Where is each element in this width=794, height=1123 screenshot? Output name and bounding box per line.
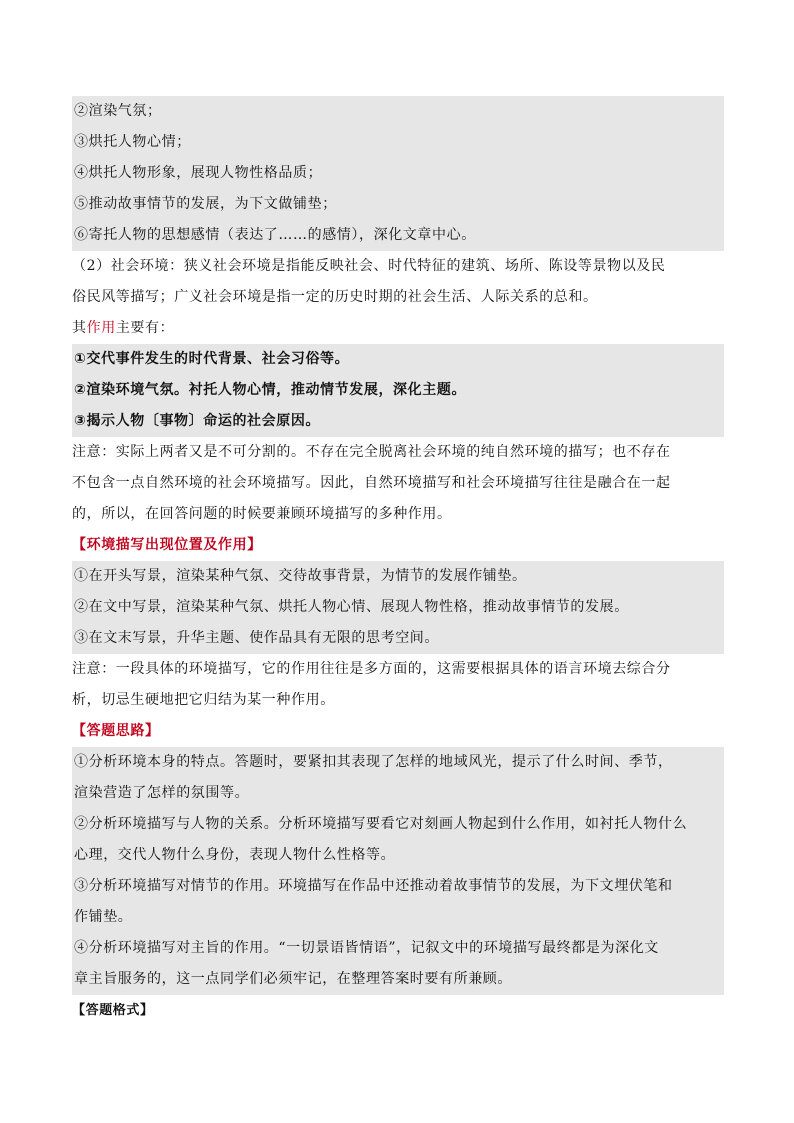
note1-line-2: 不包含一点自然环境的社会环境描写。因此，自然环境描写和社会环境描写往往是融合在一起 xyxy=(72,475,671,491)
approach-item-2-line-2: 心理，交代人物什么身份，表现人物什么性格等。 xyxy=(74,847,396,863)
social-effect-2: ②渲染环境气氛。衬托人物心情，推动情节发展，深化主题。 xyxy=(72,375,724,406)
effect-item-4: ④烘托人物形象，展现人物性格品质； xyxy=(72,158,724,189)
note1-line-3: 的，所以，在回答问题的时候要兼顾环境描写的多种作用。 xyxy=(72,506,452,522)
page-content xyxy=(72,96,724,1026)
effect-item-5: ⑤推动故事情节的发展，为下文做铺垫； xyxy=(72,189,724,220)
social-env-intro xyxy=(72,313,724,344)
social-env-line-2: 俗民风等描写；广义社会环境是指一定的历史时期的社会生活、人际关系的总和。 xyxy=(72,289,598,305)
effect-item-3: ③烘托人物心情； xyxy=(72,127,724,158)
position-item-1: ①在开头写景，渲染某种气氛、交待故事背景，为情节的发展作铺垫。 xyxy=(72,561,724,592)
effect-item-2: ②渲染气氛； xyxy=(72,96,724,127)
social-effect-3: ③揭示人物〔事物〕命运的社会原因。 xyxy=(72,406,724,437)
section-approach-title: 【答题思路】 xyxy=(72,723,160,739)
intro-suffix: 主要有： xyxy=(115,320,175,336)
approach-item-3-line-2: 作铺垫。 xyxy=(74,909,133,925)
intro-highlight: 作用 xyxy=(86,320,116,336)
approach-item-1-line-2: 渲染营造了怎样的氛围等。 xyxy=(74,785,250,801)
position-item-3: ③在文末写景，升华主题、使作品具有无限的思考空间。 xyxy=(72,623,724,654)
note2-line-2: 析，切忌生硬地把它归结为某一种作用。 xyxy=(72,692,335,708)
approach-item-2-line-1: ②分析环境描写与人物的关系。分析环境描写要看它对刻画人物起到什么作用，如衬托人物什么 xyxy=(74,816,688,832)
section-format-title: 【答题格式】 xyxy=(72,1003,154,1018)
note1-line-1: 注意：实际上两者又是不可分割的。不存在完全脱离社会环境的纯自然环境的描写；也不存在 xyxy=(72,444,671,460)
approach-item-4-line-2: 章主旨服务的，这一点同学们必须牢记，在整理答案时要有所兼顾。 xyxy=(74,971,512,987)
note2-line-1: 注意：一段具体的环境描写，它的作用往往是多方面的，这需要根据具体的语言环境去综合分 xyxy=(72,661,671,677)
approach-list xyxy=(72,747,724,995)
social-effect-1: ①交代事件发生的时代背景、社会习俗等。 xyxy=(72,344,724,375)
approach-item-4-line-1: ④分析环境描写对主旨的作用。“一切景语皆情语”，记叙文中的环境描写最终都是为深化文 xyxy=(74,940,659,956)
approach-item-3-line-1: ③分析环境描写对情节的作用。环境描写在作品中还推动着故事情节的发展，为下文埋伏笔和 xyxy=(74,878,673,894)
social-env-line-1: （2）社会环境：狭义社会环境是指能反映社会、时代特征的建筑、场所、陈设等景物以及民 xyxy=(72,258,666,274)
intro-prefix: 其 xyxy=(72,320,87,336)
section-position-title: 【环境描写出现位置及作用】 xyxy=(72,537,262,553)
approach-item-1-line-1: ①分析环境本身的特点。答题时，要紧扣其表现了怎样的地域风光，提示了什么时间、季节， xyxy=(74,754,673,770)
effect-item-6: ⑥寄托人物的思想感情（表达了……的感情），深化文章中心。 xyxy=(72,220,724,251)
position-item-2: ②在文中写景，渲染某种气氛、烘托人物心情、展现人物性格，推动故事情节的发展。 xyxy=(72,592,724,623)
